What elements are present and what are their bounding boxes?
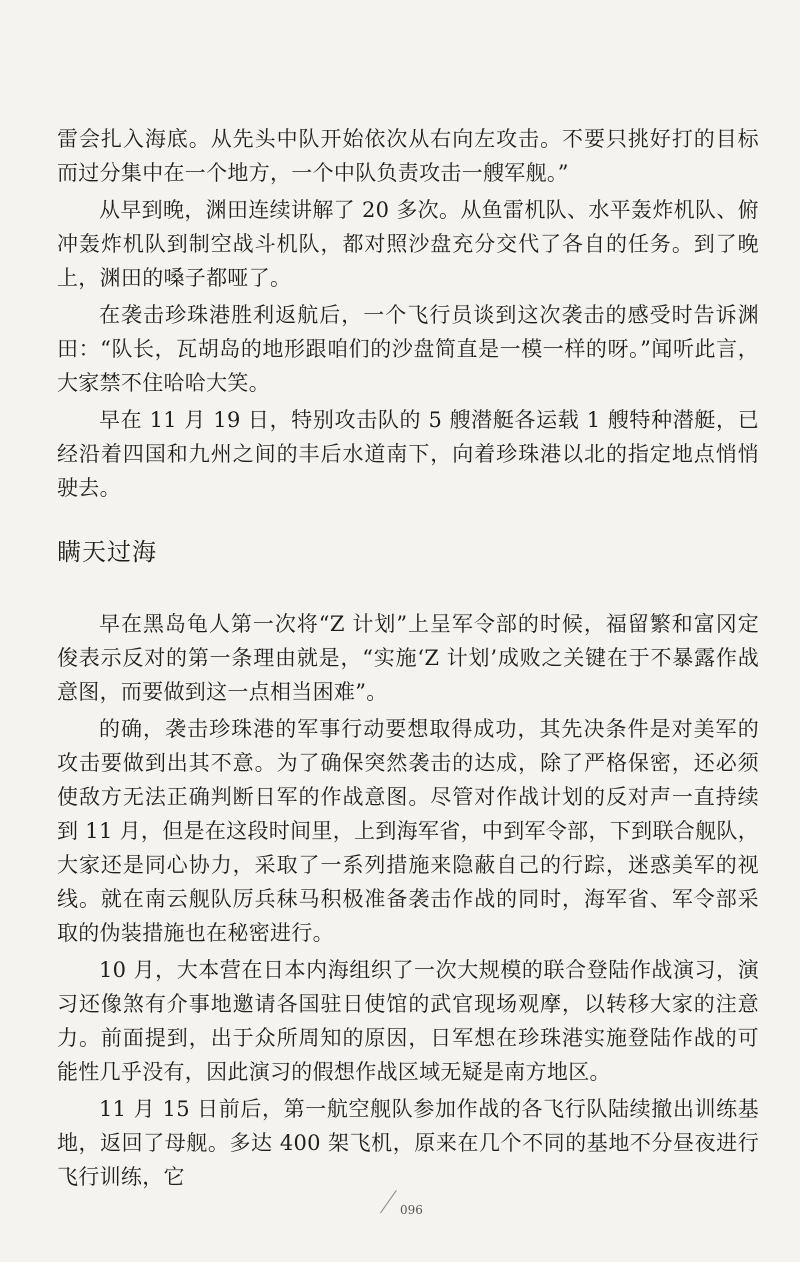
- paragraph: 在袭击珍珠港胜利返航后，一个飞行员谈到这次袭击的感受时告诉渊田：“队长，瓦胡岛的地形跟咱们的沙盘简直是一模一样的呀。”闻听此言，大家禁不住哈哈大笑。: [57, 303, 759, 395]
- text-block-top: [57, 122, 759, 505]
- paragraph: 早在 11 月 19 日，特别攻击队的 5 艘潜艇各运载 1 艘特种潜艇，已经沿着四国和九州之间的丰后水道南下，向着珍珠港以北的指定地点悄悄驶去。: [57, 408, 759, 500]
- text-block-bottom: [57, 607, 759, 1194]
- paragraph: 10 月，大本营在日本内海组织了一次大规模的联合登陆作战演习，演习还像煞有介事地邀请各国驻日使馆的武官现场观摩，以转移大家的注意力。前面提到，出于众所周知的原因，日军想在珍珠港实施登陆作战的可能性几乎没有，因此演习的假想作战区域无疑是南方地区。: [57, 958, 759, 1084]
- page-number: 096: [400, 1203, 423, 1217]
- paragraph: 的确，袭击珍珠港的军事行动要想取得成功，其先决条件是对美军的攻击要做到出其不意。为了确保突然袭击的达成，除了严格保密，还必须使敌方无法正确判断日军的作战意图。尽管对作战计划的反对声一直持续到 11 月，但是在这段时间里，上到海军省，中到军令部，下到联合舰队，大家还是同心协力，采取了一系列措施来隐蔽自己的行踪，迷惑美军的视线。就在南云舰队厉兵秣马积极准备袭击作战的同时，海军省、军令部采取的伪装措施也在秘密进行。: [57, 717, 759, 945]
- paragraph: 11 月 15 日前后，第一航空舰队参加作战的各飞行队陆续撤出训练基地，返回了母舰。多达 400 架飞机，原来在几个不同的基地不分昼夜进行飞行训练，它: [57, 1097, 759, 1189]
- paragraph: 雷会扎入海底。从先头中队开始依次从右向左攻击。不要只挑好打的目标而过分集中在一个地方，一个中队负责攻击一艘军舰。”: [57, 127, 759, 185]
- paragraph: 从早到晚，渊田连续讲解了 20 多次。从鱼雷机队、水平轰炸机队、俯冲轰炸机队到制空战斗机队，都对照沙盘充分交代了各自的任务。到了晚上，渊田的嗓子都哑了。: [57, 198, 759, 290]
- section-heading: 瞒天过海: [57, 538, 157, 566]
- paragraph: 早在黑岛龟人第一次将“Z 计划”上呈军令部的时候，福留繁和富冈定俊表示反对的第一条理由就是，“实施‘Z 计划’成败之关键在于不暴露作战意图，而要做到这一点相当困难”。: [57, 612, 759, 704]
